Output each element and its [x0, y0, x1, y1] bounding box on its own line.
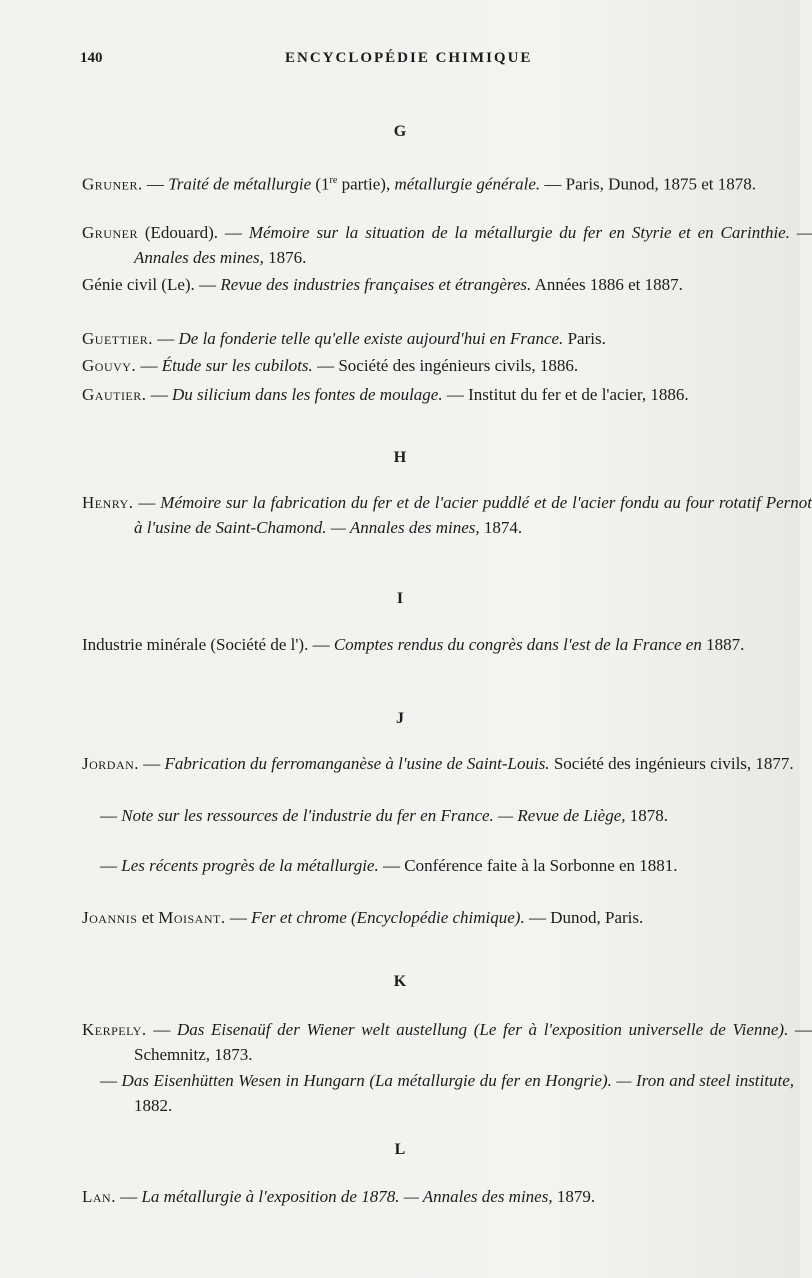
bib-entry-gautier: Gautier. — Du silicium dans les fontes de moulage. — Institut du fer et de l'acier, 1886. — [82, 385, 689, 404]
page-number: 140 — [80, 50, 103, 66]
bib-entry-genie-civil: Génie civil (Le). — Revue des industries françaises et étrangères. Années 1886 et 1887. — [82, 275, 683, 294]
bib-entry-jordan-recents: — Les récents progrès de la métallurgie. — Conférence faite à la Sorbonne en 1881. — [100, 856, 678, 875]
bib-entry-gouvy: Gouvy. — Étude sur les cubilots. — Société des ingénieurs civils, 1886. — [82, 356, 579, 375]
bib-entry-henry: Henry. — Mémoire sur la fabrication du fer et de l'acier puddlé et de l'acier fondu au four rotatif Pernot à l'usine de Saint-Chamond. — Annales des mines, 1874. — [82, 493, 812, 537]
bib-entry-industrie-minerale: Industrie minérale (Société de l'). — Comptes rendus du congrès dans l'est de la France en 1887. — [82, 635, 745, 654]
bib-entry-jordan-note: — Note sur les ressources de l'industrie du fer en France. — Revue de Liège, 1878. — [100, 806, 668, 825]
bib-entry-guettier: Guettier. — De la fonderie telle qu'elle existe aujourd'hui en France. Paris. — [82, 329, 606, 348]
bib-entry-gruner-memoire: Gruner (Edouard). — Mémoire sur la situation de la métallurgie du fer en Styrie et en Carinthie. — Annales des mines, 1876. — [82, 223, 812, 267]
bib-entry-kerpely-eisenauf: Kerpely. — Das Eisenaüf der Wiener welt austellung (Le fer à l'exposition universelle de Vienne). — Schemnitz, 1873. — [82, 1020, 812, 1064]
bib-entry-jordan-fabrication: Jordan. — Fabrication du ferromanganèse à l'usine de Saint-Louis. Société des ingénieurs civils, 1877. — [82, 754, 794, 773]
section-heading-l: L — [394, 1141, 406, 1158]
section-heading-j: J — [396, 710, 404, 727]
section-heading-h: H — [393, 449, 407, 466]
page-header — [80, 50, 760, 74]
bib-entry-kerpely-eisenhutten: — Das Eisenhütten Wesen in Hungarn (La métallurgie du fer en Hongrie). — Iron and steel institute, 1882. — [100, 1071, 794, 1115]
bib-entry-joannis-moisant: Joannis et Moisant. — Fer et chrome (Encyclopédie chimique). — Dunod, Paris. — [82, 908, 644, 927]
section-heading-i: I — [396, 590, 404, 607]
section-heading-g: G — [393, 123, 407, 140]
bib-entry-gruner-traite: Gruner. — Traité de métallurgie (1re partie), métallurgie générale. — Paris, Dunod, 1875 et 1878. — [82, 174, 756, 194]
section-heading-k: K — [393, 973, 407, 990]
bib-entry-lan: Lan. — La métallurgie à l'exposition de 1878. — Annales des mines, 1879. — [82, 1187, 596, 1206]
running-title: ENCYCLOPÉDIE CHIMIQUE — [285, 50, 533, 66]
